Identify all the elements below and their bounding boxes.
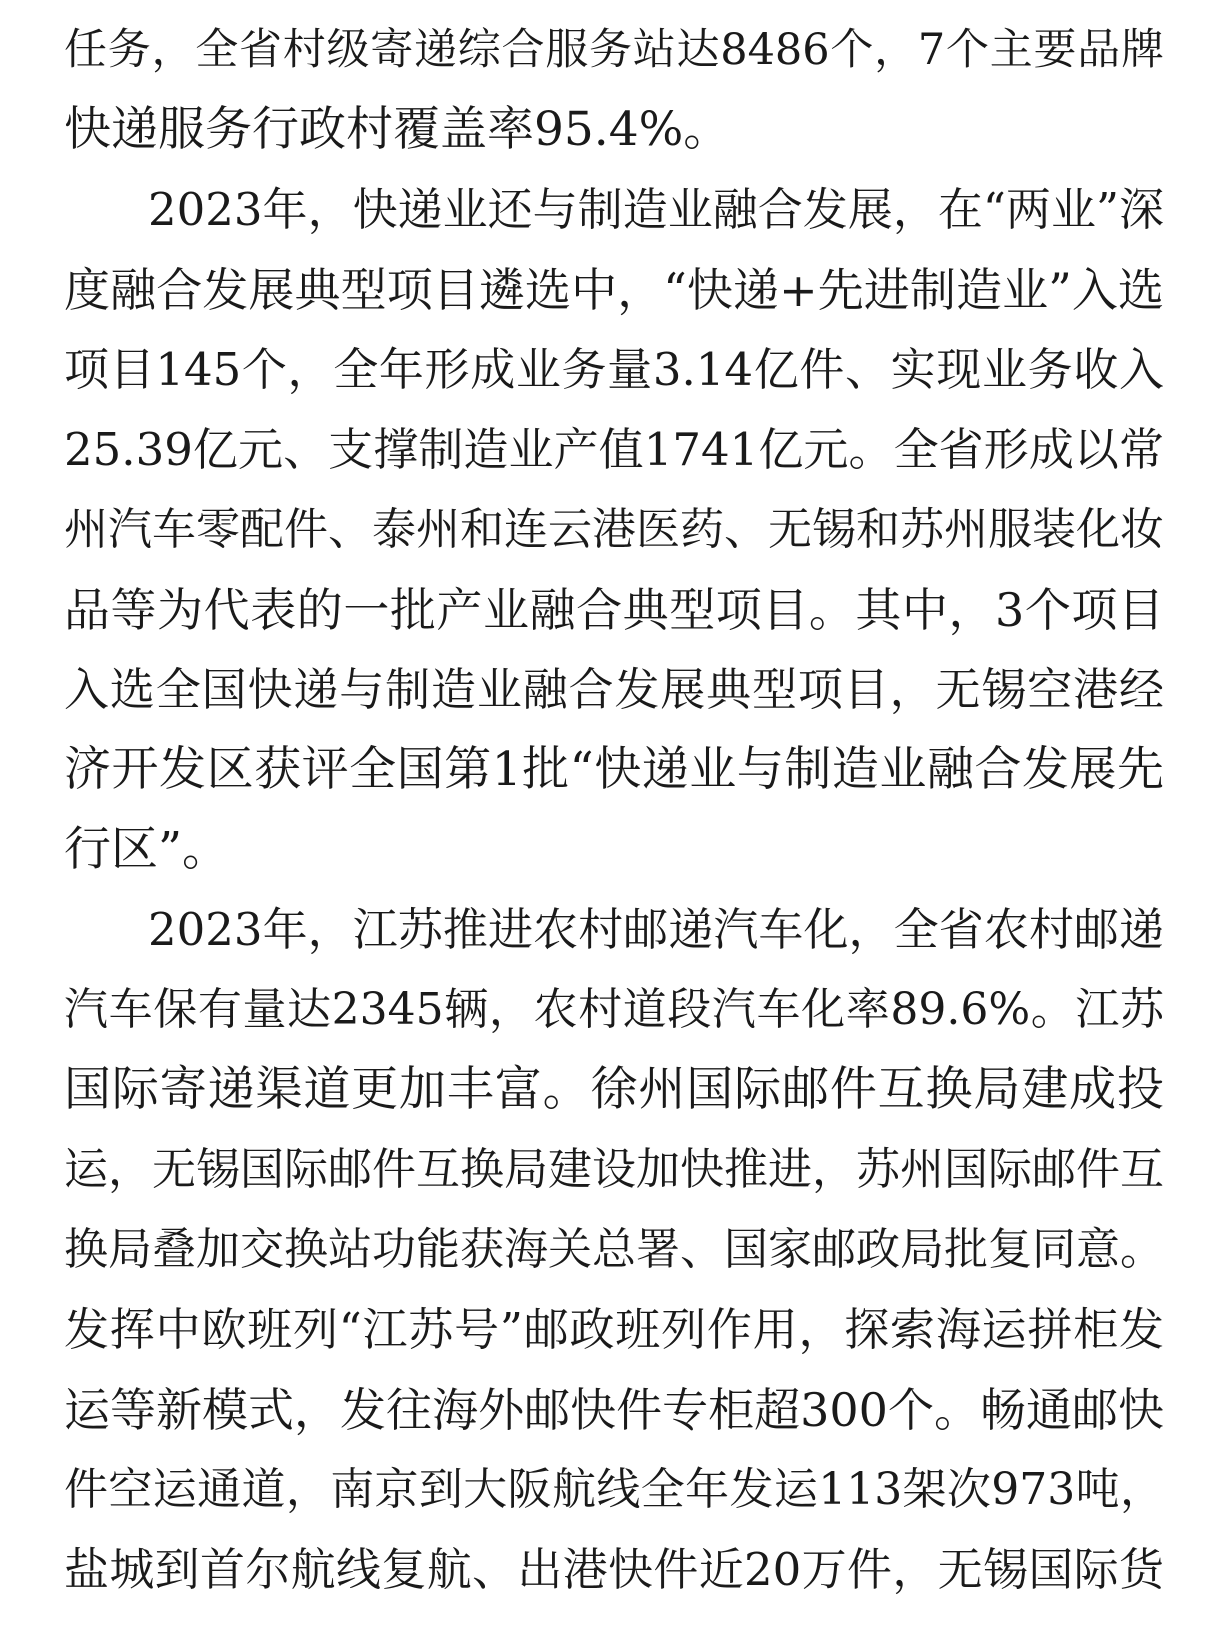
text-line: 济开发区获评全国第1批“快递业与制造业融合发展先 xyxy=(64,742,1164,797)
text-line: 件空运通道，南京到大阪航线全年发运113架次973吨， xyxy=(64,1464,1164,1515)
text-line: 25.39亿元、支撑制造业产值1741亿元。全省形成以常 xyxy=(64,423,1164,476)
text-line: 品等为代表的一批产业融合典型项目。其中，3个项目 xyxy=(64,583,1164,637)
text-line: 国际寄递渠道更加丰富。徐州国际邮件互换局建成投 xyxy=(64,1062,1164,1117)
text-line: 入选全国快递与制造业融合发展典型项目，无锡空港经 xyxy=(64,663,1164,716)
text-line: 度融合发展典型项目遴选中，“快递+先进制造业”入选 xyxy=(64,263,1164,317)
text-line: 运等新模式，发往海外邮快件专柜超300个。畅通邮快 xyxy=(64,1383,1164,1437)
text-line: 项目145个，全年形成业务量3.14亿件、实现业务收入 xyxy=(64,343,1164,396)
text-line: 汽车保有量达2345辆，农村道段汽车化率89.6%。江苏 xyxy=(64,984,1164,1035)
text-line: 州汽车零配件、泰州和连云港医药、无锡和苏州服装化妆 xyxy=(64,504,1164,555)
text-line: 换局叠加交换站功能获海关总署、国家邮政局批复同意。 xyxy=(64,1224,1164,1275)
text-line: 运，无锡国际邮件互换局建设加快推进，苏州国际邮件互 xyxy=(64,1144,1164,1195)
text-line: 行区”。 xyxy=(64,822,230,877)
text-line: 发挥中欧班列“江苏号”邮政班列作用，探索海运拼柜发 xyxy=(64,1303,1164,1356)
paragraph-start-line: 2023年，江苏推进农村邮递汽车化，全省农村邮递 xyxy=(148,903,1164,956)
text-line: 快递服务行政村覆盖率95.4%。 xyxy=(64,102,731,157)
text-line: 盐城到首尔航线复航、出港快件近20万件，无锡国际货 xyxy=(64,1543,1164,1596)
text-line: 任务，全省村级寄递综合服务站达8486个，7个主要品牌 xyxy=(64,25,1164,75)
paragraph-start-line: 2023年，快递业还与制造业融合发展，在“两业”深 xyxy=(148,183,1164,236)
